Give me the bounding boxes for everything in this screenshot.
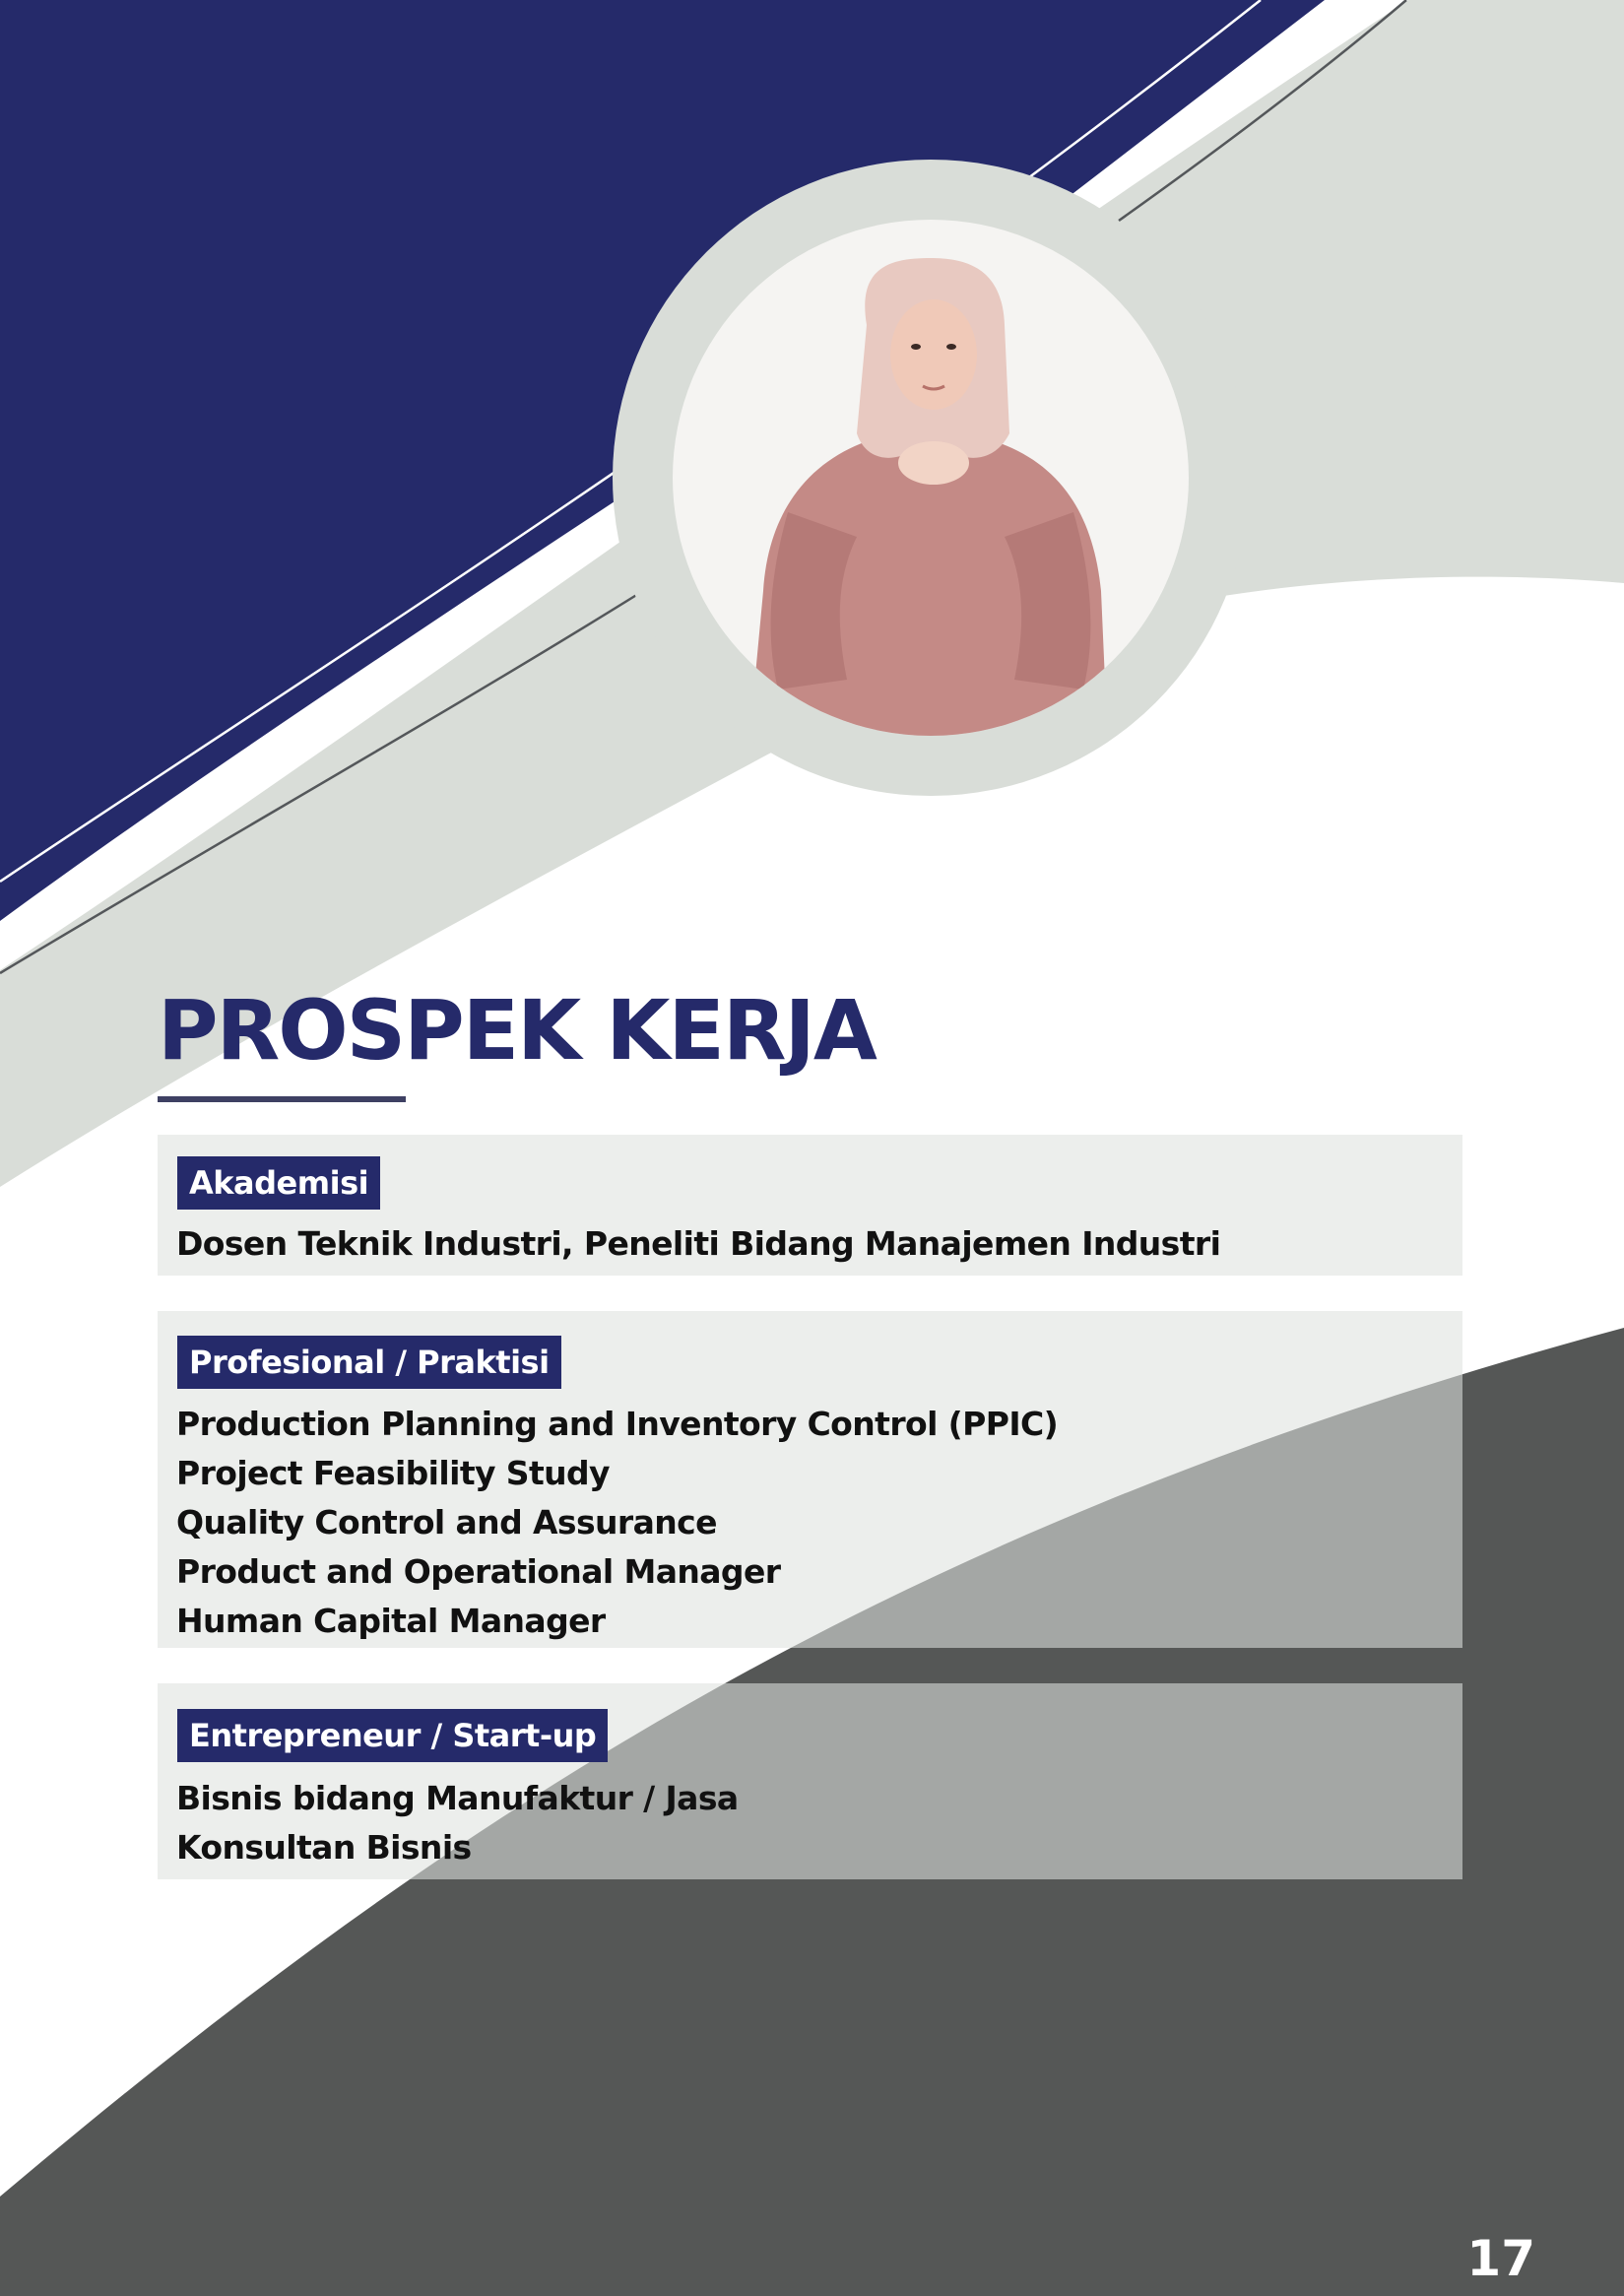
list-item: Bisnis bidang Manufaktur / Jasa [176,1779,739,1817]
section-label-profesional: Profesional / Praktisi [177,1336,561,1389]
photo-face [890,299,977,410]
list-item: Dosen Teknik Industri, Peneliti Bidang Manajemen Industri [176,1224,1221,1263]
section-akademisi [158,1135,1462,1276]
list-item: Project Feasibility Study [176,1454,610,1492]
list-item: Product and Operational Manager [176,1552,781,1591]
list-item: Quality Control and Assurance [176,1503,717,1542]
list-item: Production Planning and Inventory Control (PPIC) [176,1405,1059,1443]
section-list-akademisi [176,1219,1220,1269]
photo-hands [898,441,969,485]
section-label-akademisi: Akademisi [177,1156,380,1210]
section-entrepreneur [158,1683,1462,1879]
page-title: PROSPEK KERJA [158,982,876,1079]
list-item: Human Capital Manager [176,1602,606,1640]
section-profesional [158,1311,1462,1648]
section-label-entrepreneur: Entrepreneur / Start-up [177,1709,608,1762]
page-number: 17 [1466,2230,1535,2287]
list-item: Konsultan Bisnis [176,1828,472,1867]
section-list-entrepreneur [176,1774,739,1872]
section-list-profesional [176,1400,1058,1646]
title-underline [158,1096,406,1102]
